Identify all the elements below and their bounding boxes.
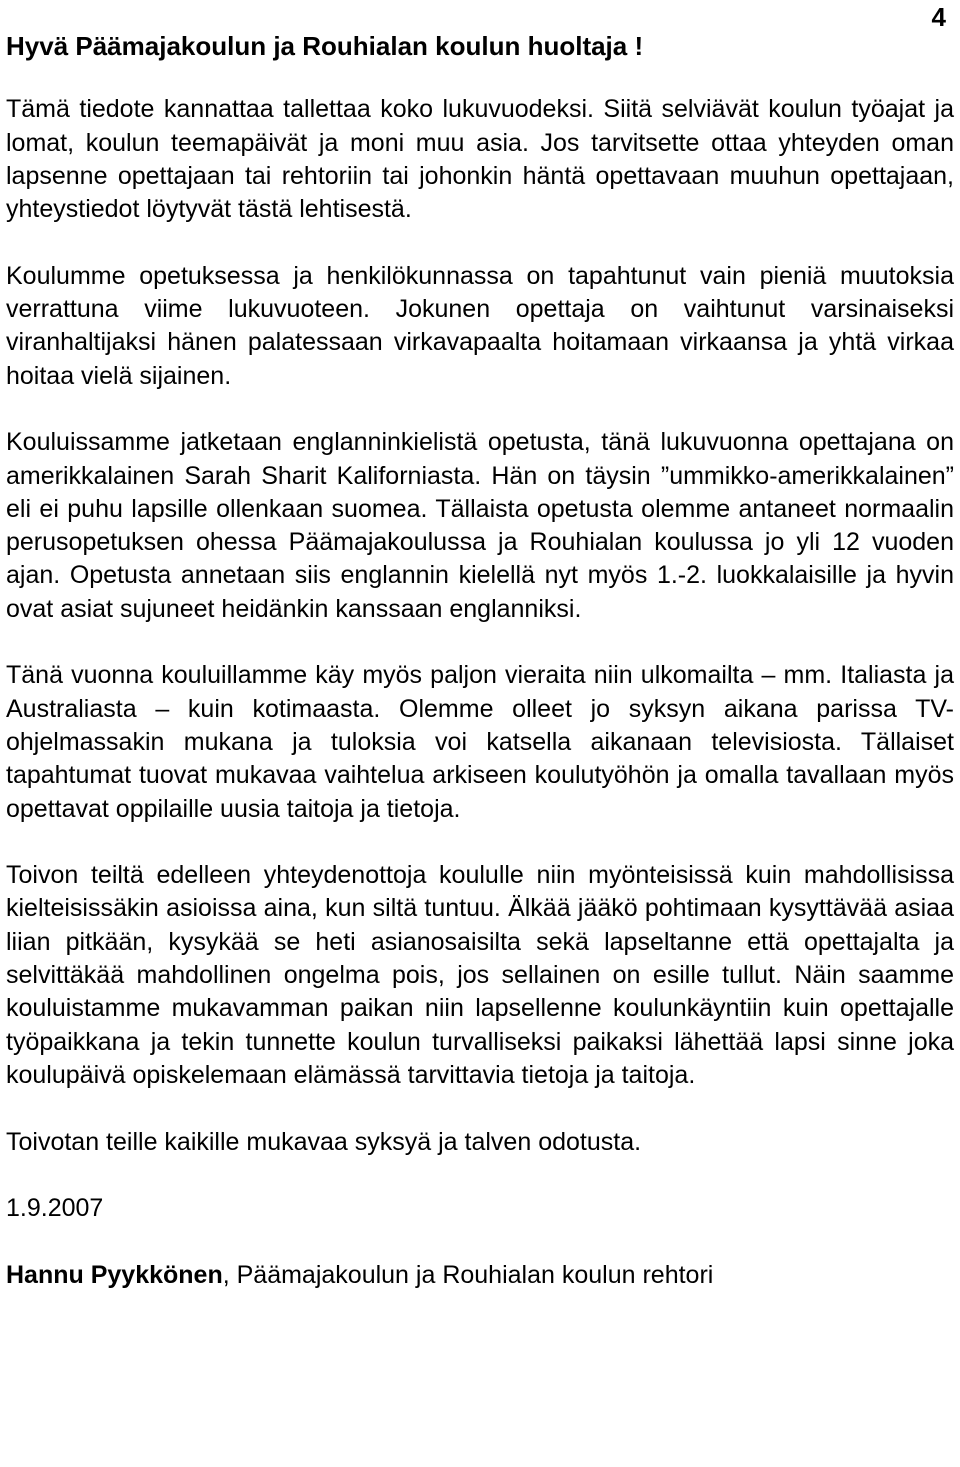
page-number: 4 xyxy=(931,2,946,32)
paragraph-intro: Tämä tiedote kannattaa tallettaa koko lukuvuodeksi. Siitä selviävät koulun työajat ja lomat, koulun teemapäivät ja moni muu asia. Jos tarvitsette ottaa yhteyden oman lapsenne opettajaan tai rehtoriin tai johonkin häntä opettavaan muuhun opettajaan, yhteystiedot löytyvät tästä lehtisestä. xyxy=(6,95,954,224)
signature-name: Hannu Pyykkönen xyxy=(6,1260,223,1289)
greeting-heading: Hyvä Päämajakoulun ja Rouhialan koulun huoltaja ! xyxy=(6,31,644,61)
paragraph-closing: Toivotan teille kaikille mukavaa syksyä ja talven odotusta. xyxy=(6,1127,642,1156)
signature xyxy=(6,1259,954,1292)
paragraph-staff-changes: Koulumme opetuksessa ja henkilökunnassa on tapahtunut vain pieniä muutoksia verrattuna viime lukuvuoteen. Jokunen opettaja on vaihtunut varsinaiseksi viranhaltijaksi hänen palatessaan virkavapaalta hoitamaan virkaansa ja yhtä virkaa hoitaa vielä sijainen. xyxy=(6,261,954,390)
letter-body xyxy=(6,30,954,1292)
paragraph-visitors: Tänä vuonna kouluillamme käy myös paljon vieraita niin ulkomailta – mm. Italiasta ja Australiasta – kuin kotimaasta. Olemme olleet jo syksyn aikana parissa TV-ohjelmassakin mukana ja tuloksia voi katsella aikanaan televisiosta. Tällaiset tapahtumat tuovat mukavaa vaihtelua arkiseen koulutyöhön ja omalla tavallaan myös opettavat oppilaille uusia taitoja ja tietoja. xyxy=(6,661,954,823)
paragraph-contact: Toivon teiltä edelleen yhteydenottoja koululle niin myönteisissä kuin mahdollisissa kielteisissäkin asioissa aina, kun siltä tuntuu. Älkää jääkö pohtimaan kysyttävää asiaa liian pitkään, kysykää se heti asianosaisilta sekä lapseltanne että opettajalta ja selvittäkää mahdollinen ongelma pois, jos sellainen on esille tullut. Näin saamme kouluistamme mukavamman paikan niin lapsellenne koulunkäyntiin kuin opettajalle työpaikkana ja tekin tunnette koulun turvalliseksi paikaksi lähettää lapsi sinne joka koulupäivä opiskelemaan elämässä tarvittavia tietoja ja taitoja. xyxy=(6,861,954,1089)
letter-date: 1.9.2007 xyxy=(6,1194,104,1223)
signature-title: , Päämajakoulun ja Rouhialan koulun rehtori xyxy=(222,1260,714,1289)
paragraph-english-teaching: Kouluissamme jatketaan englanninkielistä opetusta, tänä lukuvuonna opettajana on amerikkalainen Sarah Sharit Kaliforniasta. Hän on täysin ”ummikko-amerikkalainen” eli ei puhu lapsille ollenkaan suomea. Tällaista opetusta olemme antaneet normaalin perusopetuksen ohessa Päämajakoulussa ja Rouhialan koulussa jo yli 12 vuoden ajan. Opetusta annetaan siis englannin kielellä nyt myös 1.-2. luokkalaisille ja hyvin ovat asiat sujuneet heidänkin kanssaan englanniksi. xyxy=(6,428,954,623)
